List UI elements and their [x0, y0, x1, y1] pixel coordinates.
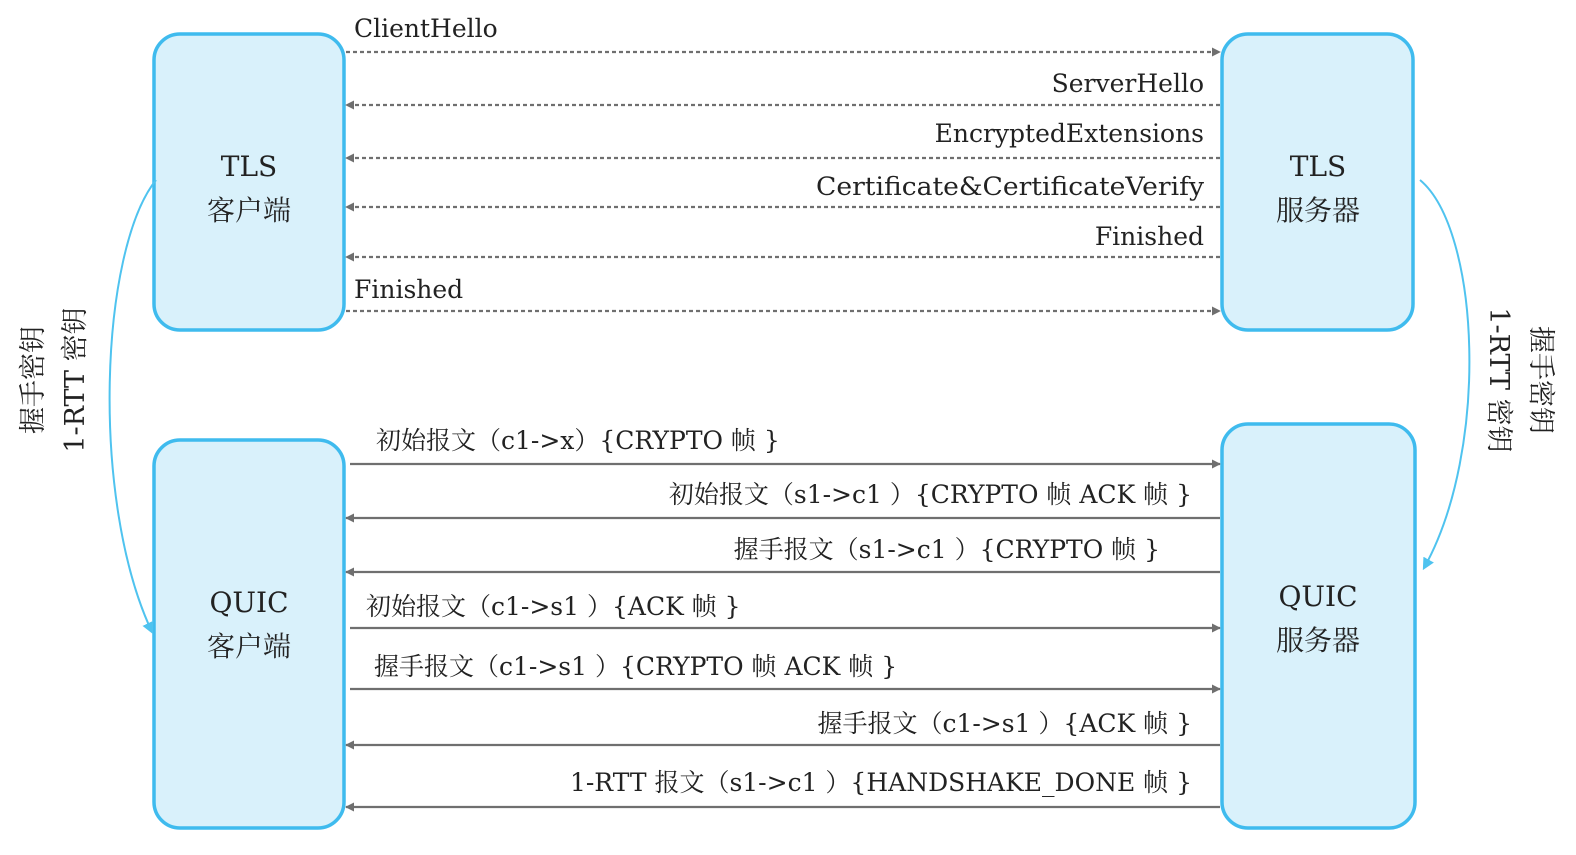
right-label-line2: 1-RTT 密钥: [1483, 307, 1514, 453]
quic-message-1: [350, 426, 1220, 464]
tls-message-label: Finished: [1094, 222, 1204, 251]
quic-client-label-line2: 客户端: [206, 630, 292, 663]
tls-client-label-line1: TLS: [220, 150, 278, 183]
tls-message-encryptedextensions: [346, 119, 1220, 158]
tls-server-box: [1222, 34, 1413, 330]
tls-message-label: ServerHello: [1051, 69, 1204, 98]
quic-client-label-line1: QUIC: [209, 586, 289, 619]
tls-message-label: EncryptedExtensions: [934, 119, 1204, 148]
tls-client-box: [154, 34, 344, 330]
quic-message-4: [350, 592, 1220, 628]
tls-message-label: Finished: [354, 275, 464, 304]
quic-message-3: [346, 535, 1220, 572]
quic-server-label-line1: QUIC: [1278, 580, 1358, 613]
tls-message-clienthello: [346, 14, 1220, 52]
quic-message-label: 初始报文（c1->x）{CRYPTO 帧 }: [376, 426, 780, 455]
tls-message-serverhello: [346, 69, 1220, 105]
right-side-label: [1483, 307, 1556, 452]
quic-message-5: [350, 652, 1220, 689]
quic-message-label: 初始报文（s1->c1 ）{CRYPTO 帧 ACK 帧 }: [668, 480, 1192, 509]
tls-message-label: ClientHello: [354, 14, 498, 43]
quic-message-2: [346, 480, 1220, 518]
right-key-curve: [1420, 180, 1469, 568]
left-side-label: [18, 307, 91, 452]
left-label-line2: 1-RTT 密钥: [60, 307, 91, 453]
tls-message-certificate: [346, 172, 1220, 207]
quic-message-label: 初始报文（c1->s1 ）{ACK 帧 }: [366, 592, 741, 621]
quic-message-7: [346, 768, 1220, 807]
quic-message-label: 1-RTT 报文（s1->c1 ）{HANDSHAKE_DONE 帧 }: [569, 768, 1192, 797]
quic-server-box: [1222, 424, 1415, 828]
tls-server-label-line2: 服务器: [1275, 194, 1361, 227]
tls-message-server-finished: [346, 222, 1220, 257]
left-key-curve: [110, 180, 156, 632]
right-label-line1: 握手密钥: [1525, 326, 1556, 434]
tls-message-label: Certificate&CertificateVerify: [816, 172, 1205, 201]
quic-client-box: [154, 440, 344, 828]
tls-server-label-line1: TLS: [1289, 150, 1347, 183]
quic-message-6: [346, 709, 1220, 745]
left-label-line1: 握手密钥: [18, 326, 49, 434]
tls-message-client-finished: [346, 275, 1220, 311]
quic-server-label-line2: 服务器: [1275, 624, 1361, 657]
tls-client-label-line2: 客户端: [206, 194, 292, 227]
quic-message-label: 握手报文（c1->s1 ）{CRYPTO 帧 ACK 帧 }: [374, 652, 898, 681]
quic-message-label: 握手报文（s1->c1 ）{CRYPTO 帧 }: [733, 535, 1160, 564]
quic-message-label: 握手报文（c1->s1 ）{ACK 帧 }: [817, 709, 1192, 738]
